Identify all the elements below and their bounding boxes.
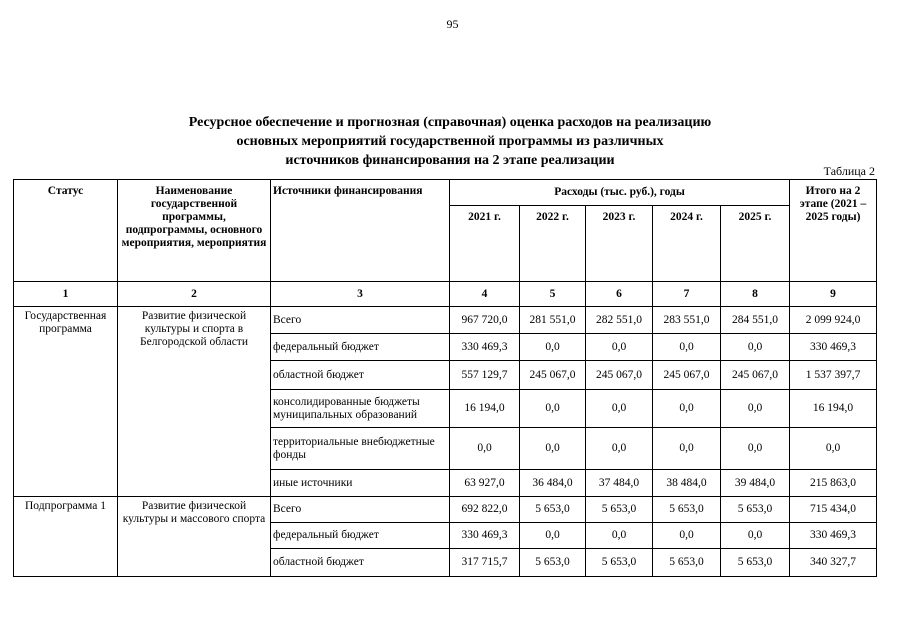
- year-value-cell: 282 551,0: [586, 307, 653, 334]
- total-cell: 215 863,0: [790, 470, 877, 497]
- header-expenses: Расходы (тыс. руб.), годы: [450, 180, 790, 206]
- header-total: Итого на 2 этапе (2021 – 2025 годы): [790, 180, 877, 282]
- year-value-cell: 330 469,3: [450, 523, 520, 549]
- header-year: 2021 г.: [450, 206, 520, 282]
- total-cell: 715 434,0: [790, 497, 877, 523]
- year-value-cell: 37 484,0: [586, 470, 653, 497]
- year-value-cell: 0,0: [653, 390, 721, 428]
- year-value-cell: 0,0: [721, 523, 790, 549]
- year-value-cell: 5 653,0: [653, 497, 721, 523]
- year-value-cell: 0,0: [450, 428, 520, 470]
- year-value-cell: 317 715,7: [450, 549, 520, 577]
- total-cell: 0,0: [790, 428, 877, 470]
- year-value-cell: 36 484,0: [520, 470, 586, 497]
- source-cell: федеральный бюджет: [271, 334, 450, 361]
- year-value-cell: 692 822,0: [450, 497, 520, 523]
- program-name-cell: Развитие физической культуры и массового спорта: [118, 497, 271, 577]
- year-value-cell: 0,0: [653, 428, 721, 470]
- source-cell: областной бюджет: [271, 361, 450, 390]
- year-value-cell: 0,0: [721, 428, 790, 470]
- total-cell: 330 469,3: [790, 334, 877, 361]
- header-name: Наименование государственной программы, подпрограммы, основного мероприятия, мероприятия: [118, 180, 271, 282]
- title-line: Ресурсное обеспечение и прогнозная (справочная) оценка расходов на реализацию: [188, 115, 712, 130]
- source-cell: консолидированные бюджеты муниципальных образований: [271, 390, 450, 428]
- column-number: 3: [271, 282, 450, 307]
- year-value-cell: 0,0: [586, 334, 653, 361]
- title-line: основных мероприятий государственной программы из различных: [236, 134, 664, 149]
- year-value-cell: 245 067,0: [520, 361, 586, 390]
- year-value-cell: 0,0: [721, 390, 790, 428]
- table-label: Таблица 2: [823, 164, 875, 178]
- header-year: 2022 г.: [520, 206, 586, 282]
- status-cell: Государственная программа: [14, 307, 118, 497]
- year-value-cell: 0,0: [520, 523, 586, 549]
- total-cell: 16 194,0: [790, 390, 877, 428]
- total-cell: 1 537 397,7: [790, 361, 877, 390]
- column-number: 2: [118, 282, 271, 307]
- column-number: 5: [520, 282, 586, 307]
- year-value-cell: 0,0: [520, 390, 586, 428]
- year-value-cell: 5 653,0: [520, 497, 586, 523]
- year-value-cell: 16 194,0: [450, 390, 520, 428]
- year-value-cell: 5 653,0: [586, 497, 653, 523]
- column-number: 6: [586, 282, 653, 307]
- column-number: 9: [790, 282, 877, 307]
- year-value-cell: 38 484,0: [653, 470, 721, 497]
- year-value-cell: 0,0: [586, 428, 653, 470]
- header-year: 2024 г.: [653, 206, 721, 282]
- year-value-cell: 39 484,0: [721, 470, 790, 497]
- year-value-cell: 5 653,0: [721, 497, 790, 523]
- header-source: Источники финансирования: [271, 180, 450, 282]
- year-value-cell: 245 067,0: [653, 361, 721, 390]
- column-number: 4: [450, 282, 520, 307]
- program-name-cell: Развитие физической культуры и спорта в Белгородской области: [118, 307, 271, 497]
- year-value-cell: 5 653,0: [586, 549, 653, 577]
- year-value-cell: 967 720,0: [450, 307, 520, 334]
- source-cell: Всего: [271, 307, 450, 334]
- year-value-cell: 5 653,0: [721, 549, 790, 577]
- table-row: [14, 497, 877, 523]
- column-number-row: [14, 282, 877, 307]
- source-cell: территориальные внебюджетные фонды: [271, 428, 450, 470]
- source-cell: иные источники: [271, 470, 450, 497]
- column-number: 1: [14, 282, 118, 307]
- year-value-cell: 557 129,7: [450, 361, 520, 390]
- title-line: источников финансирования на 2 этапе реализации: [285, 153, 615, 168]
- year-value-cell: 0,0: [586, 390, 653, 428]
- year-value-cell: 283 551,0: [653, 307, 721, 334]
- column-number: 8: [721, 282, 790, 307]
- year-value-cell: 0,0: [721, 334, 790, 361]
- header-year: 2025 г.: [721, 206, 790, 282]
- year-value-cell: 0,0: [520, 428, 586, 470]
- year-value-cell: 5 653,0: [520, 549, 586, 577]
- document-title: [150, 113, 750, 170]
- year-value-cell: 5 653,0: [653, 549, 721, 577]
- source-cell: областной бюджет: [271, 549, 450, 577]
- year-value-cell: 63 927,0: [450, 470, 520, 497]
- total-cell: 2 099 924,0: [790, 307, 877, 334]
- total-cell: 340 327,7: [790, 549, 877, 577]
- source-cell: Всего: [271, 497, 450, 523]
- year-value-cell: 284 551,0: [721, 307, 790, 334]
- header-year: 2023 г.: [586, 206, 653, 282]
- page-number: 95: [446, 17, 459, 31]
- total-cell: 330 469,3: [790, 523, 877, 549]
- year-value-cell: 330 469,3: [450, 334, 520, 361]
- column-number: 7: [653, 282, 721, 307]
- year-value-cell: 281 551,0: [520, 307, 586, 334]
- source-cell: федеральный бюджет: [271, 523, 450, 549]
- year-value-cell: 245 067,0: [721, 361, 790, 390]
- financing-table: [13, 179, 877, 577]
- status-cell: Подпрограмма 1: [14, 497, 118, 577]
- year-value-cell: 0,0: [586, 523, 653, 549]
- table-row: [14, 307, 877, 334]
- year-value-cell: 245 067,0: [586, 361, 653, 390]
- year-value-cell: 0,0: [653, 523, 721, 549]
- header-status: Статус: [14, 180, 118, 282]
- year-value-cell: 0,0: [520, 334, 586, 361]
- year-value-cell: 0,0: [653, 334, 721, 361]
